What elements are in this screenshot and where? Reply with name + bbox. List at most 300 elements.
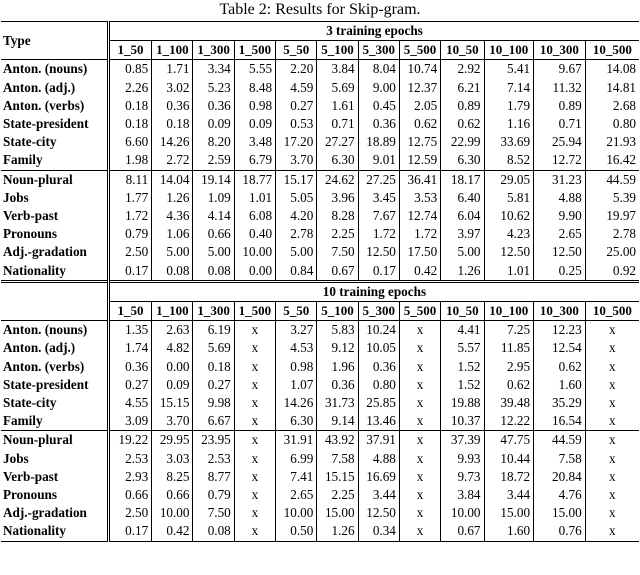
row-label: State-president: [1, 115, 108, 133]
table-cell: x: [399, 376, 440, 394]
column-header: 5_500: [399, 41, 440, 60]
table-cell: 25.94: [534, 133, 586, 151]
table-cell: 5.55: [234, 60, 275, 79]
table-cell: 19.14: [193, 170, 234, 189]
row-label: State-city: [1, 133, 108, 151]
column-header: 1_100: [152, 41, 193, 60]
table-cell: 0.98: [276, 358, 317, 376]
table-cell: 17.20: [276, 133, 317, 151]
table-cell: 0.66: [193, 225, 234, 243]
table-cell: 0.80: [612, 116, 636, 132]
table-cell: 43.92: [317, 431, 358, 450]
table-cell: 4.14: [193, 207, 234, 225]
table-cell: 3.34: [193, 60, 234, 79]
table-cell: 6.08: [234, 207, 275, 225]
table-cell: x: [234, 394, 275, 412]
table-row: [1, 60, 639, 79]
table-cell: x: [609, 487, 616, 503]
table-cell: 0.36: [152, 97, 193, 115]
table-cell: 1.07: [276, 376, 317, 394]
table-cell: x: [234, 504, 275, 522]
table-cell: 44.59: [585, 170, 639, 189]
table-cell: 2.53: [108, 450, 151, 468]
table-cell: 6.40: [441, 189, 484, 207]
table-cell: 0.09: [193, 115, 234, 133]
table-cell: 1.52: [441, 358, 484, 376]
table-cell: x: [399, 358, 440, 376]
table-cell: 1.26: [152, 189, 193, 207]
table-cell: 3.02: [152, 79, 193, 97]
table-cell: 0.09: [234, 115, 275, 133]
table-cell: 3.48: [234, 133, 275, 151]
table-cell: 8.04: [358, 60, 399, 79]
table-cell: 15.00: [534, 504, 586, 522]
table-cell: 21.93: [606, 134, 636, 150]
column-header: 5_500: [399, 302, 440, 321]
table-cell: 10.62: [484, 207, 534, 225]
column-header: 1_500: [234, 41, 275, 60]
table-cell: 8.48: [234, 79, 275, 97]
table-cell: 7.58: [317, 450, 358, 468]
table-cell: 25.85: [358, 394, 399, 412]
table-row: [1, 189, 639, 207]
column-header: 1_50: [108, 302, 151, 321]
table-cell: 1.16: [484, 115, 534, 133]
table-cell: x: [234, 522, 275, 541]
table-cell: x: [399, 486, 440, 504]
table-cell: 9.12: [317, 339, 358, 357]
column-header: 1_300: [193, 41, 234, 60]
table-cell: 0.08: [193, 522, 234, 541]
table-cell: 1.61: [317, 97, 358, 115]
table-cell: 4.88: [534, 189, 586, 207]
table-cell: 15.15: [317, 468, 358, 486]
table-cell: 8.11: [108, 170, 151, 189]
table-cell: 2.78: [276, 225, 317, 243]
table-cell: 31.91: [276, 431, 317, 450]
table-cell: 16.54: [534, 412, 586, 431]
table-cell: 24.62: [317, 170, 358, 189]
table-cell: 0.17: [108, 522, 151, 541]
table-row: [1, 358, 639, 376]
table-cell: 12.75: [399, 133, 440, 151]
table-cell: 9.90: [534, 207, 586, 225]
table-cell: 1.71: [152, 60, 193, 79]
table-cell: 2.95: [484, 358, 534, 376]
table-row: [1, 262, 639, 282]
table-cell: 4.55: [108, 394, 151, 412]
table-cell: 3.84: [317, 60, 358, 79]
table-cell: 15.00: [317, 504, 358, 522]
table-row: [1, 243, 639, 261]
table-cell: 10.37: [441, 412, 484, 431]
table-cell: 0.84: [276, 262, 317, 282]
column-header: 10_50: [441, 302, 484, 321]
table-cell: 0.36: [317, 376, 358, 394]
table-cell: 6.30: [317, 151, 358, 170]
table-body: [1, 22, 639, 542]
table-cell: 0.53: [276, 115, 317, 133]
table-row: [1, 468, 639, 486]
table-cell: x: [399, 431, 440, 450]
table-cell: x: [399, 450, 440, 468]
table-cell: 12.50: [358, 504, 399, 522]
table-cell: 4.76: [534, 486, 586, 504]
table-cell: 12.59: [399, 151, 440, 170]
table-cell: 29.95: [152, 431, 193, 450]
table-cell: 2.65: [276, 486, 317, 504]
table-row: [1, 522, 639, 541]
table-cell: 8.77: [193, 468, 234, 486]
table-cell: 33.69: [484, 133, 534, 151]
table-cell: 16.69: [358, 468, 399, 486]
table-cell: 6.30: [441, 151, 484, 170]
table-cell: 5.69: [193, 339, 234, 357]
table-cell: 12.50: [484, 243, 534, 261]
table-row: [1, 321, 639, 340]
column-header: 5_100: [317, 41, 358, 60]
table-cell: 2.65: [534, 225, 586, 243]
table-cell: 25.00: [606, 244, 636, 260]
table-cell: 9.67: [534, 60, 586, 79]
table-cell: 15.17: [276, 170, 317, 189]
table-row: [1, 431, 639, 450]
table-cell: 39.48: [484, 394, 534, 412]
column-header: 1_50: [108, 41, 151, 60]
table-cell: 16.42: [606, 152, 636, 168]
table-cell: 5.00: [276, 243, 317, 261]
table-row: [1, 115, 639, 133]
table-cell: 9.73: [441, 468, 484, 486]
table-cell: 1.72: [108, 207, 151, 225]
table-cell: 14.81: [606, 79, 636, 95]
table-row: [1, 376, 639, 394]
row-label: Anton. (nouns): [1, 321, 108, 340]
table-cell: 4.20: [276, 207, 317, 225]
table-cell: 6.67: [193, 412, 234, 431]
table-cell: x: [234, 321, 275, 340]
table-cell: x: [609, 450, 616, 466]
table-cell: 22.99: [441, 133, 484, 151]
table-cell: 2.72: [152, 151, 193, 170]
table-cell: 31.23: [534, 170, 586, 189]
table-cell: 27.25: [358, 170, 399, 189]
table-cell: 1.98: [108, 151, 151, 170]
table-cell: 19.88: [441, 394, 484, 412]
table-cell: 0.62: [441, 115, 484, 133]
table-cell: x: [399, 321, 440, 340]
table-cell: 0.18: [152, 115, 193, 133]
table-cell: 3.09: [108, 412, 151, 431]
table-cell: 2.26: [108, 79, 151, 97]
table-cell: 12.50: [534, 243, 586, 261]
table-cell: 0.36: [193, 97, 234, 115]
table-cell: 2.05: [399, 97, 440, 115]
table-cell: 5.41: [484, 60, 534, 79]
table-cell: 4.59: [276, 79, 317, 97]
table-cell: 7.67: [358, 207, 399, 225]
table-cell: 2.92: [441, 60, 484, 79]
table-cell: 5.00: [441, 243, 484, 261]
table-cell: 1.96: [317, 358, 358, 376]
table-cell: 0.76: [534, 522, 586, 541]
row-label: Anton. (verbs): [1, 358, 108, 376]
column-header: 10_500: [585, 302, 639, 321]
table-cell: 0.00: [234, 262, 275, 282]
table-cell: x: [234, 468, 275, 486]
table-cell: 6.60: [108, 133, 151, 151]
table-cell: x: [234, 358, 275, 376]
table-row: [1, 97, 639, 115]
row-label: State-city: [1, 394, 108, 412]
table-cell: 0.18: [108, 97, 151, 115]
section-header-row: [1, 281, 639, 301]
table-cell: x: [609, 413, 616, 429]
table-cell: x: [399, 412, 440, 431]
table-cell: 0.17: [358, 262, 399, 282]
table-cell: 1.35: [108, 321, 151, 340]
table-cell: 0.27: [276, 97, 317, 115]
table-cell: x: [399, 394, 440, 412]
table-cell: 14.04: [152, 170, 193, 189]
table-cell: 13.46: [358, 412, 399, 431]
row-label: Anton. (adj.): [1, 79, 108, 97]
table-cell: 0.98: [234, 97, 275, 115]
table-cell: 0.08: [193, 262, 234, 282]
table-cell: 0.89: [534, 97, 586, 115]
table-cell: 5.23: [193, 79, 234, 97]
table-cell: x: [234, 376, 275, 394]
table-cell: 0.09: [152, 376, 193, 394]
table-cell: 5.05: [276, 189, 317, 207]
table-cell: 2.50: [108, 243, 151, 261]
table-cell: 0.79: [108, 225, 151, 243]
table-cell: 0.71: [317, 115, 358, 133]
table-cell: 8.52: [484, 151, 534, 170]
table-cell: 1.52: [441, 376, 484, 394]
table-cell: 27.27: [317, 133, 358, 151]
table-cell: x: [234, 450, 275, 468]
table-cell: 6.21: [441, 79, 484, 97]
table-cell: 3.53: [399, 189, 440, 207]
table-cell: 9.93: [441, 450, 484, 468]
column-header: 1_300: [193, 302, 234, 321]
table-cell: x: [609, 505, 616, 521]
table-cell: 0.36: [358, 358, 399, 376]
table-cell: 4.53: [276, 339, 317, 357]
table-cell: 7.58: [534, 450, 586, 468]
table-cell: 6.79: [234, 151, 275, 170]
table-cell: 1.72: [399, 225, 440, 243]
table-cell: 10.00: [441, 504, 484, 522]
table-cell: 10.00: [152, 504, 193, 522]
table-cell: 7.14: [484, 79, 534, 97]
table-cell: 4.88: [358, 450, 399, 468]
table-cell: 12.74: [399, 207, 440, 225]
table-cell: 6.19: [193, 321, 234, 340]
table-cell: 37.91: [358, 431, 399, 450]
table-cell: 35.29: [534, 394, 586, 412]
table-row: [1, 394, 639, 412]
table-cell: x: [399, 522, 440, 541]
table-cell: 19.97: [606, 208, 636, 224]
table-cell: x: [609, 468, 616, 484]
table-cell: 5.83: [317, 321, 358, 340]
table-cell: 1.72: [358, 225, 399, 243]
table-cell: 0.36: [358, 115, 399, 133]
table-cell: 0.18: [193, 358, 234, 376]
table-cell: 2.59: [193, 151, 234, 170]
row-label: Verb-past: [1, 468, 108, 486]
table-cell: x: [234, 339, 275, 357]
table-cell: 0.89: [441, 97, 484, 115]
table-row: [1, 133, 639, 151]
table-cell: 12.50: [358, 243, 399, 261]
row-label: Pronouns: [1, 225, 108, 243]
table-cell: x: [234, 412, 275, 431]
table-cell: 9.98: [193, 394, 234, 412]
table-cell: 10.05: [358, 339, 399, 357]
table-cell: 12.54: [534, 339, 586, 357]
row-label: Adj.-gradation: [1, 243, 108, 261]
table-cell: 6.99: [276, 450, 317, 468]
results-table: [1, 21, 639, 542]
table-cell: 0.25: [534, 262, 586, 282]
table-cell: 14.08: [606, 61, 636, 77]
row-label: Nationality: [1, 522, 108, 541]
table-cell: 3.70: [276, 151, 317, 170]
table-cell: 15.15: [152, 394, 193, 412]
table-cell: 0.66: [108, 486, 151, 504]
table-cell: 6.04: [441, 207, 484, 225]
column-header: 1_500: [234, 302, 275, 321]
table-cell: 23.95: [193, 431, 234, 450]
section-header-row: [1, 22, 639, 41]
table-row: [1, 79, 639, 97]
column-header: 1_100: [152, 302, 193, 321]
table-cell: 5.00: [193, 243, 234, 261]
row-label: Anton. (nouns): [1, 60, 108, 79]
table-cell: 2.20: [276, 60, 317, 79]
table-cell: x: [609, 376, 616, 392]
table-cell: 0.18: [108, 115, 151, 133]
table-row: [1, 170, 639, 189]
table-cell: 0.45: [358, 97, 399, 115]
table-cell: 7.41: [276, 468, 317, 486]
table-row: [1, 207, 639, 225]
table-cell: 3.96: [317, 189, 358, 207]
table-cell: 12.72: [534, 151, 586, 170]
table-cell: 10.00: [276, 504, 317, 522]
table-cell: 8.20: [193, 133, 234, 151]
table-cell: 36.41: [399, 170, 440, 189]
table-cell: 4.41: [441, 321, 484, 340]
table-cell: 7.25: [484, 321, 534, 340]
column-header: 10_500: [585, 41, 639, 60]
table-cell: 0.67: [441, 522, 484, 541]
table-cell: x: [609, 322, 616, 338]
table-row: [1, 412, 639, 431]
table-cell: 3.44: [358, 486, 399, 504]
table-cell: 10.24: [358, 321, 399, 340]
table-cell: 1.79: [484, 97, 534, 115]
row-label: Noun-plural: [1, 431, 108, 450]
row-label: Jobs: [1, 450, 108, 468]
column-header: 10_300: [534, 302, 586, 321]
table-cell: 5.00: [152, 243, 193, 261]
table-cell: x: [399, 339, 440, 357]
table-cell: 1.01: [484, 262, 534, 282]
table-cell: 1.77: [108, 189, 151, 207]
table-cell: 2.53: [193, 450, 234, 468]
row-label: State-president: [1, 376, 108, 394]
table-cell: 10.00: [234, 243, 275, 261]
table-caption: Table 2: Results for Skip-gram.: [219, 1, 421, 18]
table-cell: 19.22: [108, 431, 151, 450]
table-cell: x: [234, 486, 275, 504]
table-row: [1, 450, 639, 468]
table-cell: 1.26: [441, 262, 484, 282]
table-cell: 29.05: [484, 170, 534, 189]
table-cell: x: [585, 522, 639, 541]
table-cell: 18.77: [234, 170, 275, 189]
table-cell: 7.50: [193, 504, 234, 522]
table-cell: 20.84: [534, 468, 586, 486]
table-cell: 11.32: [534, 79, 586, 97]
column-header: 5_100: [317, 302, 358, 321]
table-cell: 0.34: [358, 522, 399, 541]
table-cell: 5.39: [612, 189, 636, 205]
table-cell: x: [399, 504, 440, 522]
table-cell: 8.28: [317, 207, 358, 225]
table-cell: 17.50: [399, 243, 440, 261]
table-cell: 1.60: [534, 376, 586, 394]
row-label: Family: [1, 151, 108, 170]
table-cell: 0.00: [152, 358, 193, 376]
table-cell: 12.23: [534, 321, 586, 340]
epochs-title: 10 training epochs: [108, 281, 639, 301]
table-cell: 14.26: [276, 394, 317, 412]
table-row: [1, 339, 639, 357]
table-cell: 11.85: [484, 339, 534, 357]
table-cell: 8.25: [152, 468, 193, 486]
table-cell: 0.67: [317, 262, 358, 282]
table-cell: 1.74: [108, 339, 151, 357]
table-cell: 2.93: [108, 468, 151, 486]
table-cell: 0.17: [108, 262, 151, 282]
table-cell: x: [234, 431, 275, 450]
table-cell: 3.27: [276, 321, 317, 340]
row-label: Noun-plural: [1, 170, 108, 189]
table-cell: 1.26: [317, 522, 358, 541]
table-cell: 5.69: [317, 79, 358, 97]
table-cell: 15.00: [484, 504, 534, 522]
column-header: 10_100: [484, 41, 534, 60]
table-cell: 2.78: [612, 226, 636, 242]
table-cell: 1.06: [152, 225, 193, 243]
table-cell: 0.36: [108, 358, 151, 376]
table-cell: 0.08: [152, 262, 193, 282]
column-header: 5_300: [358, 41, 399, 60]
table-cell: 1.60: [484, 522, 534, 541]
row-label: Nationality: [1, 262, 108, 282]
table-cell: 2.25: [317, 225, 358, 243]
table-row: [1, 504, 639, 522]
table-cell: 0.71: [534, 115, 586, 133]
table-cell: 0.62: [399, 115, 440, 133]
table-cell: 3.97: [441, 225, 484, 243]
table-row: [1, 225, 639, 243]
